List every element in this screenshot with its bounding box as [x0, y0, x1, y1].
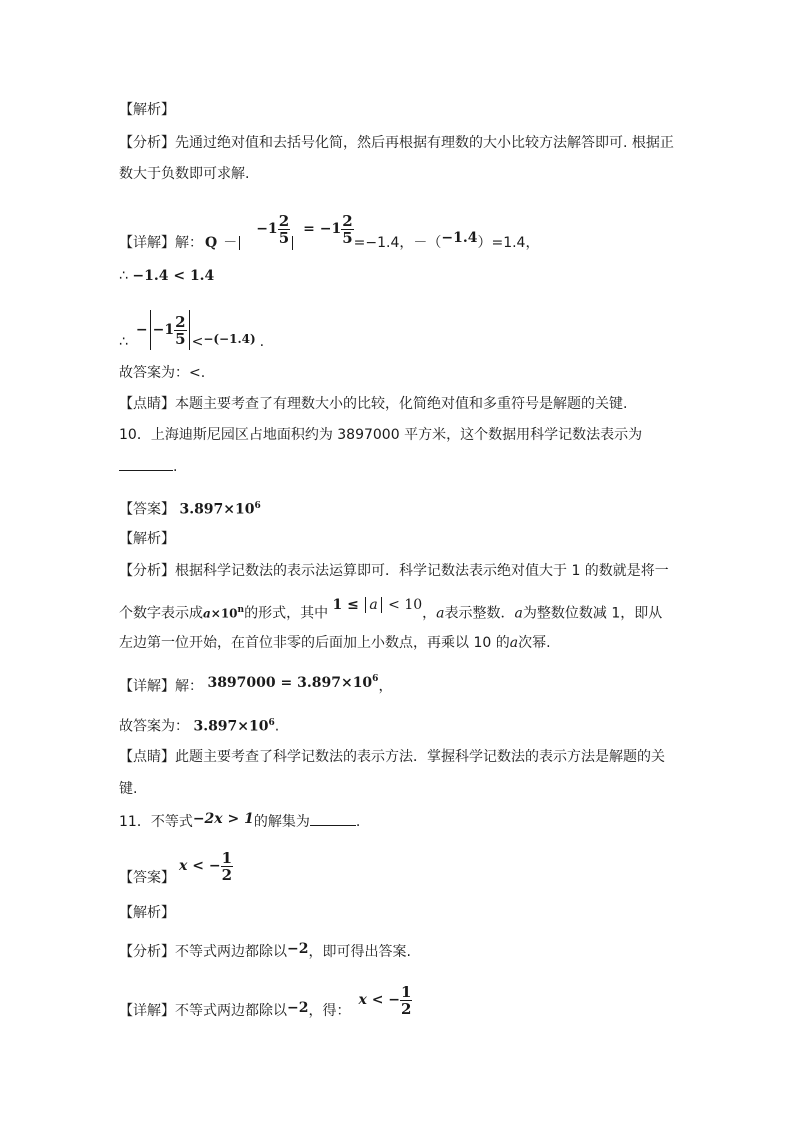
q10-detail-comma: ，	[378, 678, 393, 695]
q11-jiexi-heading: 【解析】	[119, 905, 175, 921]
q10-formula-n: n	[237, 605, 245, 615]
q10-conclusion-label: 故答案为：	[119, 718, 189, 735]
q11-analysis	[119, 942, 411, 962]
result-text-1: =−1.4，－（	[353, 235, 442, 251]
q10-detail-formula: 3897000 = 3.897×10	[207, 674, 373, 691]
q10-comment-line-a: 【点睛】此题主要考查了科学记数法的表示方法．掌握科学记数法的表示方法是解题的关	[119, 749, 665, 765]
q10-analysis-b5: 为整数位数减 1，即从	[522, 605, 663, 622]
abs-bar-left-2	[150, 310, 151, 350]
q10-detail	[119, 673, 392, 697]
q10-analysis-line-c	[119, 633, 551, 653]
q10-answer-exponent: 6	[254, 501, 261, 511]
abs-bar-right-1	[292, 236, 293, 250]
q11-blank	[310, 811, 356, 826]
q10-ineq-ten: < 10	[388, 596, 423, 613]
q10-formula-a: a	[203, 606, 211, 621]
neg-paren-term: −(−1.4)	[203, 332, 256, 346]
q10-conclusion-exponent: 6	[268, 718, 275, 728]
jiexi-heading-1: 【解析】	[119, 102, 175, 118]
q10-ineq-abs	[365, 597, 381, 613]
q10-analysis-b4: 表示整数．	[444, 605, 515, 622]
q11-detail-b: ，得：	[308, 1003, 351, 1019]
equals-mixed-whole: = −1	[303, 221, 342, 237]
q10-analysis-b3: ，	[422, 605, 437, 622]
fraction-denominator-1: 5	[278, 228, 290, 247]
q11-answer-numerator: 1	[221, 848, 232, 867]
q10-ineq-a: a	[369, 596, 378, 613]
q10-blank	[119, 456, 173, 471]
fraction-denominator-2: 5	[342, 228, 353, 247]
q11-detail-neg2: −2	[287, 1000, 309, 1016]
q10-analysis-b1: 个数字表示成	[119, 605, 203, 622]
mixed-number-whole-3: −1	[152, 322, 175, 338]
mixed-number-fraction-3	[174, 314, 186, 347]
less-than-sign-1: <	[191, 334, 204, 350]
q10-ineq-one: 1 ≤	[332, 596, 359, 613]
q10-stem-tail: .	[173, 459, 178, 475]
therefore-line-1	[119, 266, 214, 286]
q11-detail-fraction	[400, 984, 412, 1017]
q10-var-a-1: a	[436, 605, 445, 622]
q11-answer-label: 【答案】	[119, 870, 175, 886]
q10-analysis-line-a: 【分析】根据科学记数法的表示法运算即可．科学记数法表示绝对值大于 1 的数就是将一	[119, 563, 669, 579]
q11-analysis-b: ，即可得出答案.	[308, 944, 411, 960]
q11-detail-numerator: 1	[401, 982, 412, 1001]
q11-stem-a: 11．不等式	[119, 814, 193, 830]
q11-answer-x-lt: x < −	[179, 858, 221, 874]
neg-1-4-term: −1.4	[441, 230, 478, 246]
q11-detail-x-lt: x < −	[358, 992, 401, 1008]
q10-detail-exponent: 6	[372, 674, 379, 684]
q11-analysis-a: 【分析】不等式两边都除以	[119, 944, 287, 960]
q11-stem-b: 的解集为	[253, 814, 310, 830]
period-1: .	[259, 334, 265, 350]
result-text-2: ）=1.4，	[477, 235, 540, 251]
comment-line-1: 【点睛】本题主要考查了有理数大小的比较，化简绝对值和多重符号是解题的关键.	[119, 396, 628, 412]
q10-conclusion	[119, 713, 279, 737]
fraction-numerator-2: 2	[342, 211, 353, 230]
q10-conclusion-tail: .	[274, 718, 280, 735]
q11-stem	[119, 811, 360, 832]
q10-comment-line-b: 键.	[119, 781, 138, 797]
q10-stem: 10．上海迪斯尼园区占地面积约为 3897000 平方米，这个数据用科学记数法表示为	[119, 427, 643, 443]
q10-analysis-c2: 次幂.	[518, 635, 551, 651]
q10-answer-value: 3.897×10	[179, 501, 255, 518]
negative-sign-outer: −	[135, 322, 148, 338]
therefore-line-2	[119, 306, 264, 354]
fraction-numerator-1: 2	[278, 211, 290, 230]
fraction-denominator-3: 5	[175, 329, 186, 348]
q11-detail-denominator: 2	[401, 999, 412, 1018]
q11-detail	[119, 978, 412, 1022]
q10-blank-line	[119, 456, 177, 477]
q10-conclusion-formula: 3.897×10	[193, 718, 269, 735]
analysis-line-1a: 【分析】先通过绝对值和去括号化简，然后再根据有理数的大小比较方法解答即可. 根据正	[119, 135, 674, 151]
q10-detail-label: 【详解】解：	[119, 678, 203, 695]
fraction-numerator-3: 2	[175, 312, 186, 331]
q10-answer-label: 【答案】	[119, 501, 175, 518]
q11-answer	[119, 844, 233, 888]
q10-var-n-1: a	[514, 605, 523, 622]
therefore-symbol-2: ∴	[119, 334, 128, 350]
abs-bar-left-1	[239, 236, 240, 250]
mixed-number-fraction-1	[278, 213, 290, 246]
analysis-line-1b: 数大于负数即可求解.	[119, 166, 250, 182]
abs-bar-right-2	[189, 310, 190, 350]
q10-analysis-c1: 左边第一位开始，在首位非零的后面加上小数点，再乘以 10 的	[119, 635, 510, 651]
mixed-number-fraction-2	[341, 213, 353, 246]
q10-analysis-b2: 的形式，其中	[244, 605, 329, 622]
q11-analysis-neg2: −2	[287, 941, 309, 957]
because-symbol: Q	[205, 235, 218, 251]
mixed-number-whole-1: −1	[256, 221, 278, 237]
q11-stem-tail: .	[355, 814, 361, 830]
q10-formula-times: ×10	[210, 606, 238, 621]
q11-stem-formula: −2x > 1	[192, 811, 254, 827]
therefore-symbol-1: ∴	[119, 268, 128, 284]
q10-analysis-line-b	[119, 596, 663, 624]
q10-var-n-2: a	[509, 635, 519, 651]
q10-answer	[119, 496, 261, 520]
answer-conclusion-1: 故答案为：<.	[119, 365, 206, 381]
q11-detail-a: 【详解】不等式两边都除以	[119, 1003, 287, 1019]
q10-jiexi-heading: 【解析】	[119, 531, 175, 547]
detail-label-1: 【详解】解：	[119, 235, 203, 251]
q11-answer-fraction	[221, 850, 233, 883]
inequality-1: −1.4 < 1.4	[132, 268, 215, 284]
q11-answer-denominator: 2	[221, 865, 232, 884]
minus-sign-1: －	[223, 235, 238, 251]
detail-line-1	[119, 205, 539, 257]
